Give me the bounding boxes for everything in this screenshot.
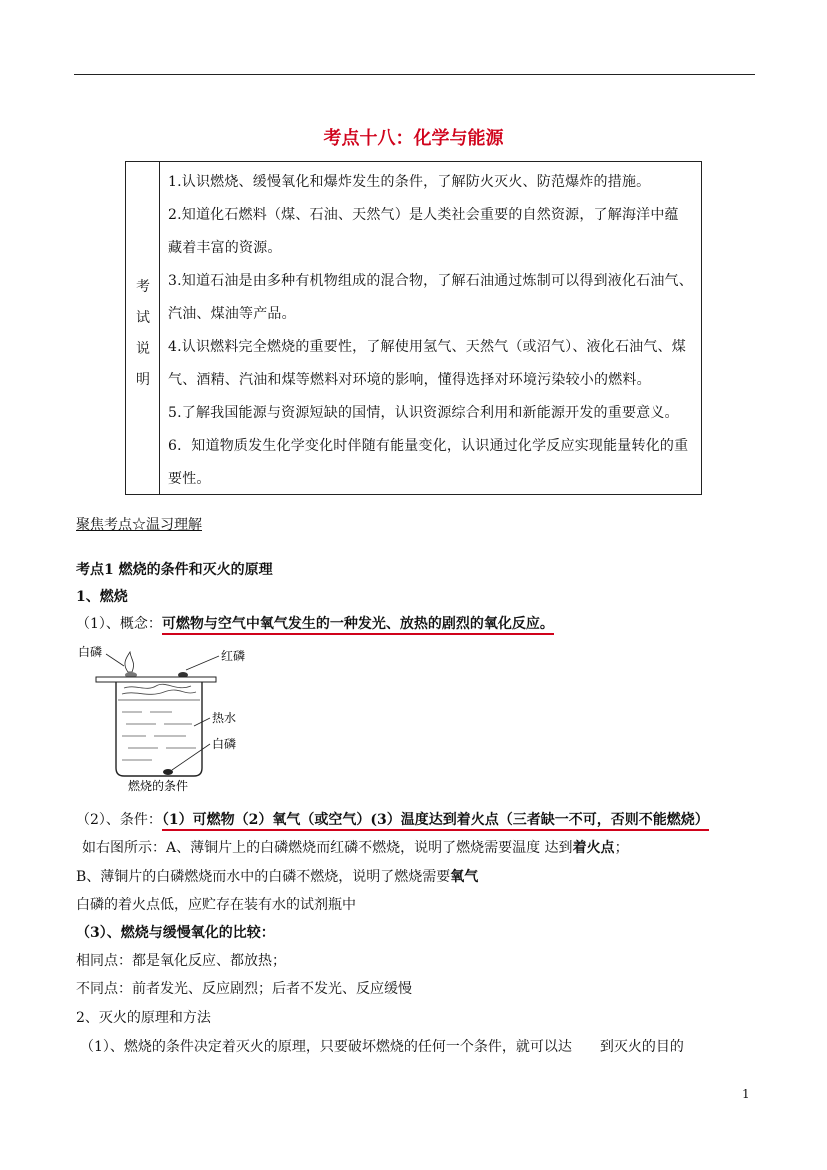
header-rule <box>74 74 755 75</box>
exam-item: 要性。 <box>168 471 211 487</box>
conditions-text: （1）可燃物（2）氧气（或空气）(3）温度达到着火点（三者缺一不可，否则不能燃烧） <box>162 812 709 831</box>
explain-a-bold: 着火点 <box>572 840 615 856</box>
section-heading-2: 2、灭火的原理和方法 <box>76 1010 211 1026</box>
page-title: 考点十八：化学与能源 <box>323 128 504 149</box>
exam-item: 3.知道石油是由多种有机物组成的混合物，了解石油通过炼制可以得到液化石油气、 <box>168 273 693 289</box>
explain-b-bold: 氧气 <box>450 869 479 885</box>
explain-a-end: ； <box>614 840 629 856</box>
concept-line <box>76 613 554 633</box>
exam-requirements-table <box>125 161 702 495</box>
figure-caption: 燃烧的条件 <box>128 779 189 792</box>
compare-heading: （3）、燃烧与缓慢氧化的比较： <box>76 925 275 941</box>
section-heading: 1、燃烧 <box>76 589 128 605</box>
label-char: 考 <box>136 279 150 295</box>
exam-item: 汽油、煤油等产品。 <box>168 306 296 322</box>
label-char: 明 <box>136 372 150 388</box>
exam-item: 气、酒精、汽油和煤等燃料对环境的影响，懂得选择对环境污染较小的燃料。 <box>168 372 651 388</box>
extinguish-principle: （1）、燃烧的条件决定着灭火的原理，只要破坏燃烧的任何一个条件，就可以达 到灭火的目的 <box>80 1039 684 1055</box>
table-label-column <box>126 162 160 494</box>
kaodian-heading: 考点1 燃烧的条件和灭火的原理 <box>76 562 273 578</box>
figure-label-red-phosphorus: 红磷 <box>221 649 246 663</box>
exam-item: 1.认识燃烧、缓慢氧化和爆炸发生的条件，了解防火灭火、防范爆炸的措施。 <box>168 174 651 190</box>
combustion-experiment-figure <box>76 640 256 792</box>
conditions-line <box>76 809 709 829</box>
page-number: 1 <box>742 1087 750 1101</box>
copper-sheet <box>96 677 216 682</box>
table-content <box>168 166 696 496</box>
figure-label-white-phosphorus: 白磷 <box>78 645 103 659</box>
exam-item: 藏着丰富的资源。 <box>168 240 282 256</box>
label-char: 说 <box>136 341 150 357</box>
exam-item: 4.认识燃料完全燃烧的重要性，了解使用氢气、天然气（或沼气）、液化石油气、煤 <box>168 339 686 355</box>
conditions-prefix: （2）、条件： <box>76 812 162 828</box>
concept-prefix: （1）、概念： <box>76 616 162 632</box>
beaker <box>116 682 202 776</box>
figure-label-white-phosphorus-water: 白磷 <box>212 737 237 751</box>
flame-icon <box>125 652 134 672</box>
storage-note: 白磷的着火点低，应贮存在装有水的试剂瓶中 <box>76 897 356 913</box>
exam-item: 5.了解我国能源与资源短缺的国情，认识资源综合利用和新能源开发的重要意义。 <box>168 405 679 421</box>
explain-b <box>76 866 478 886</box>
exam-item: 2.知道化石燃料（煤、石油、天然气）是人类社会重要的自然资源，了解海洋中蕴 <box>168 207 679 223</box>
different-points: 不同点：前者发光、反应剧烈；后者不发光、反应缓慢 <box>76 981 412 997</box>
label-char: 试 <box>136 310 150 326</box>
concept-definition: 可燃物与空气中氧气发生的一种发光、放热的剧烈的氧化反应。 <box>162 616 554 635</box>
focus-heading: 聚焦考点☆温习理解 <box>76 517 202 533</box>
exam-item: 6．知道物质发生化学变化时伴随有能量变化，认识通过化学反应实现能量转化的重 <box>168 438 689 454</box>
figure-label-hot-water: 热水 <box>212 711 237 725</box>
explain-a <box>82 837 629 857</box>
explain-a-text: 如右图所示：A、薄铜片上的白磷燃烧而红磷不燃烧，说明了燃烧需要温度 达到 <box>82 840 573 856</box>
explain-b-text: B、薄铜片的白磷燃烧而水中的白磷不燃烧，说明了燃烧需要 <box>76 869 451 885</box>
same-points: 相同点：都是氧化反应、都放热； <box>76 953 286 969</box>
